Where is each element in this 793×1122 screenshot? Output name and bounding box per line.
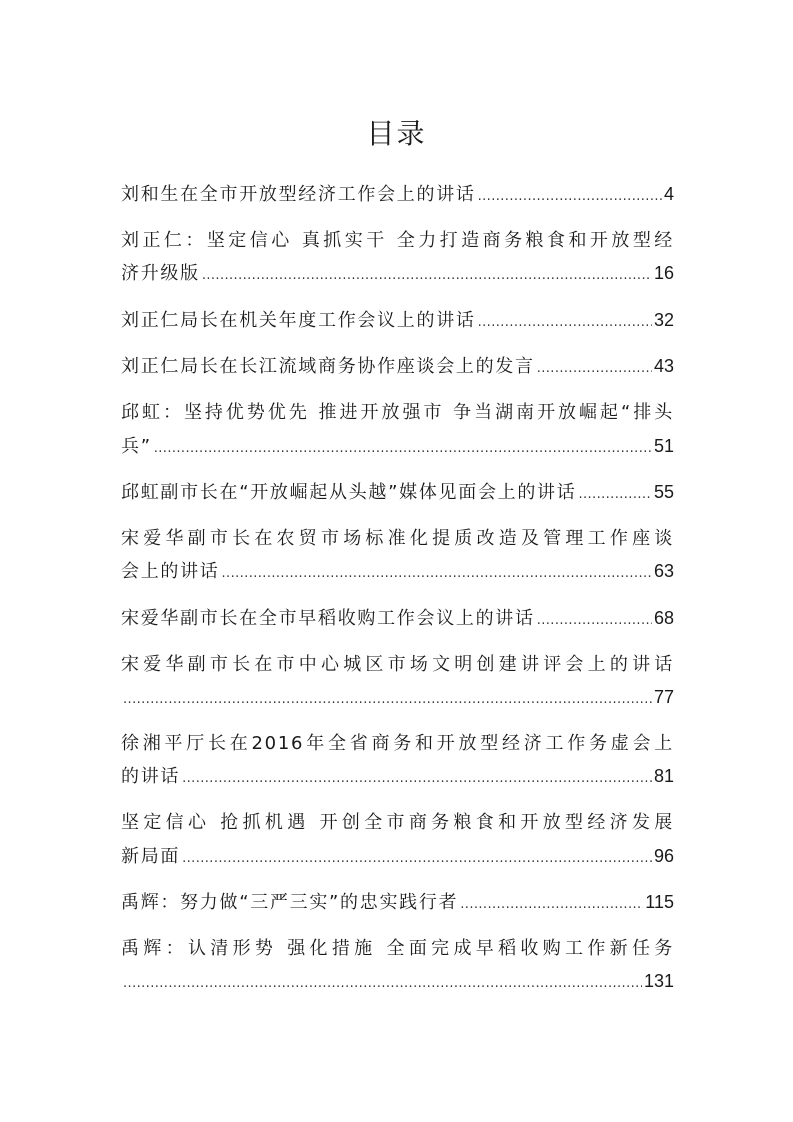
toc-page-number: 131 [643,971,674,992]
toc-entry[interactable] [121,509,674,588]
dot-leader [537,351,652,386]
toc-entry[interactable] [121,714,674,793]
toc-entry-title: 禹辉：努力做“三严三实”的忠实践行者 [121,892,459,914]
dot-leader [537,603,652,638]
toc-entry-title: 宋爱华副市长在市中心城区市场文明创建讲评会上的讲话 [121,653,674,675]
toc-page-number: 77 [653,687,674,708]
toc-entry-last-line [121,760,674,793]
dot-leader [478,179,662,214]
toc-entry[interactable] [121,919,674,998]
toc-page-number: 43 [653,356,674,377]
toc-entry-title: 刘正仁局长在长江流域商务协作座谈会上的发言 [121,356,535,378]
toc-entry-last-line [121,840,674,873]
dot-leader [478,305,652,340]
toc-entry-title: 宋爱华副市长在全市早稻收购工作会议上的讲话 [121,607,535,629]
toc-entry-last-line [121,555,674,588]
toc-entry[interactable] [121,635,674,714]
toc-entry-title: 新局面 [121,845,181,867]
toc-page-number: 16 [653,263,674,284]
toc-entry-text-line [121,523,674,556]
toc-entry-title: 兵” [121,435,152,457]
toc-entry-text-line [121,728,674,761]
dot-leader [154,431,652,466]
toc-entry-text-line [121,807,674,840]
toc-entry-title: 邱虹：坚持优势优先 推进开放强市 争当湖南开放崛起“排头 [121,401,674,423]
toc-entry-text-line [121,649,674,682]
toc-page-number: 51 [653,435,674,456]
toc-entry-text-line [121,225,674,258]
toc-entry-title: 刘正仁：坚定信心 真抓实干 全力打造商务粮食和开放型经 [121,229,674,251]
toc-entry[interactable] [121,211,674,290]
toc-entry-title: 的讲话 [121,766,181,788]
toc-entry-last-line [121,257,674,290]
toc-entry-text-line [121,397,674,430]
toc-page-number: 63 [653,561,674,582]
toc-entry-last-line [121,430,674,463]
toc-entry[interactable] [121,793,674,872]
toc-entry[interactable] [121,872,674,919]
toc-entry-last-line [121,681,674,714]
toc-page-number: 81 [653,766,674,787]
toc-entry-title: 济升级版 [121,263,200,285]
toc-entry-last-line [121,178,674,211]
toc-page-number: 115 [645,892,674,913]
toc-entry[interactable] [121,290,674,337]
dot-leader [182,841,652,876]
toc-page-number: 4 [663,184,674,204]
toc-entry-title: 宋爱华副市长在农贸市场标准化提质改造及管理工作座谈 [121,527,674,549]
dot-leader [222,556,652,591]
toc-entry-title: 刘正仁局长在机关年度工作会议上的讲话 [121,309,476,331]
toc-entry-title: 禹辉：认清形势 强化措施 全面完成早稻收购工作新任务 [121,937,674,959]
dot-leader [202,258,652,293]
toc-entry[interactable] [121,336,674,383]
toc-entry-last-line [121,886,674,919]
toc-entry-last-line [121,476,674,509]
toc-entry-last-line [121,304,674,337]
toc-page-number: 68 [653,607,674,628]
toc-entry-last-line [121,350,674,383]
toc-entry-title: 刘和生在全市开放型经济工作会上的讲话 [121,184,476,205]
toc-entry-title: 坚定信心 抢抓机遇 开创全市商务粮食和开放型经济发展 [121,811,674,833]
toc-entry-last-line [121,965,674,998]
dot-leader [182,761,652,796]
dot-leader [578,477,652,512]
dot-leader [123,682,652,717]
toc-page-number: 32 [653,309,674,330]
toc-entry-title: 徐湘平厅长在2016年全省商务和开放型经济工作务虚会上 [121,732,674,754]
toc-page-number: 96 [653,845,674,866]
toc-entry-title: 会上的讲话 [121,561,220,583]
toc-page-number: 55 [653,482,674,503]
toc-list [121,178,674,998]
dot-leader [460,887,643,922]
toc-title: 目录 [366,117,427,150]
toc-entry[interactable] [121,383,674,462]
toc-entry[interactable] [121,178,674,211]
toc-entry-title: 邱虹副市长在“开放崛起从头越”媒体见面会上的讲话 [121,482,577,504]
dot-leader [123,966,642,1001]
toc-entry[interactable] [121,588,674,635]
toc-entry[interactable] [121,462,674,509]
toc-entry-text-line [121,933,674,966]
toc-entry-last-line [121,602,674,635]
